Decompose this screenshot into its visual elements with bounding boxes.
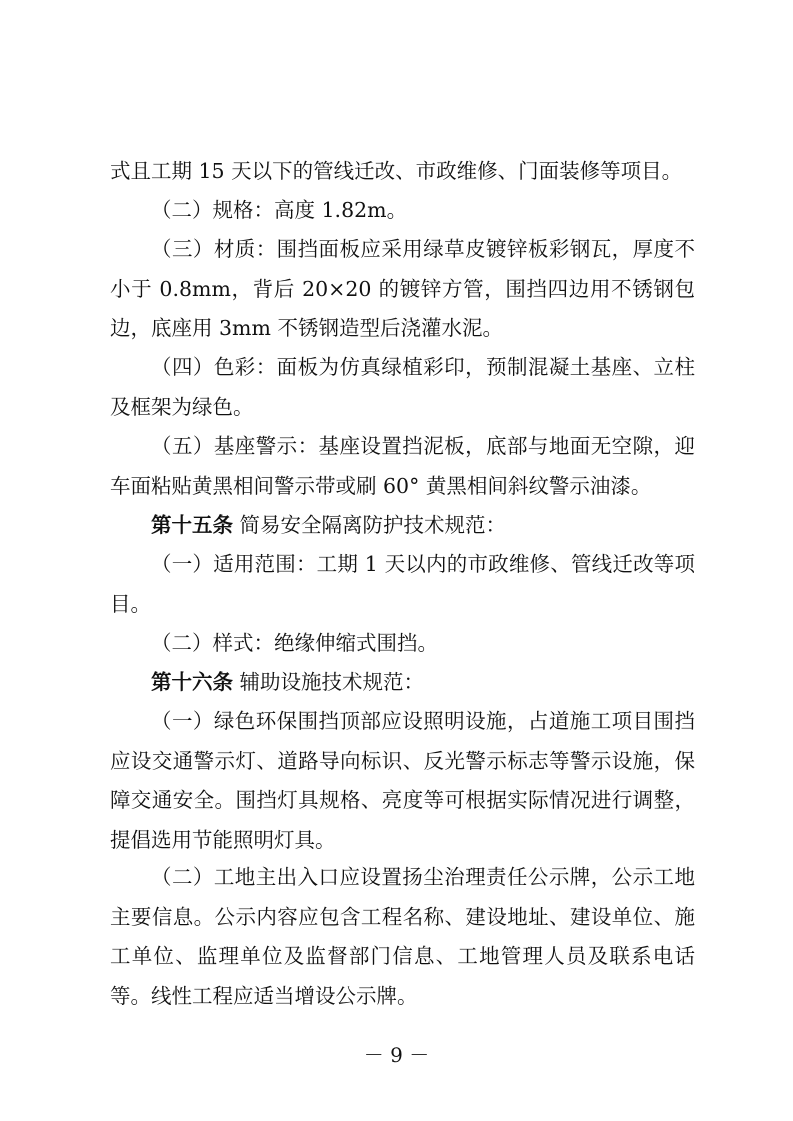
page-number: － 9 － [363,1043,430,1067]
paragraph-signboard [110,858,695,1016]
article-number: 第十五条 [151,513,233,537]
paragraph-scope [110,545,695,624]
paragraph-text: （五）基座警示：基座设置挡泥板，底部与地面无空隙，迎车面粘贴黄黑相间警示带或刷 60° 黄黑相间斜纹警示油漆。 [110,434,695,498]
paragraph-spec [110,191,695,231]
article-15-heading [110,506,695,546]
article-number: 第十六条 [151,670,233,694]
paragraph-text: （四）色彩：面板为仿真绿植彩印，预制混凝土基座、立柱及框架为绿色。 [110,355,695,419]
paragraph-text: （二）工地主出入口应设置扬尘治理责任公示牌，公示工地主要信息。公示内容应包含工程名称、建设地址、建设单位、施工单位、监理单位及监督部门信息、工地管理人员及联系电话等。线性工程应适当增设公示牌。 [110,865,695,1008]
paragraph-text: （三）材质：围挡面板应采用绿草皮镀锌板彩钢瓦，厚度不小于 0.8mm，背后 20×20 的镀锌方管，围挡四边用不锈钢包边，底座用 3mm 不锈钢造型后浇灌水泥。 [110,237,695,340]
paragraph-text: （二）样式：绝缘伸缩式围挡。 [151,631,438,655]
paragraph-text: 式且工期 15 天以下的管线迁改、市政维修、门面装修等项目。 [110,159,683,183]
paragraph-base-warning [110,427,695,506]
paragraph-text: （一）适用范围：工期 1 天以内的市政维修、管线迁改等项目。 [110,552,695,616]
paragraph-material [110,230,695,349]
paragraph-style [110,624,695,664]
article-title: 简易安全隔离防护技术规范： [233,513,507,537]
article-title: 辅助设施技术规范： [233,670,425,694]
paragraph-lighting [110,702,695,860]
paragraph-continuation [110,152,695,192]
paragraph-text: （二）规格：高度 1.82m。 [151,198,408,222]
paragraph-text: （一）绿色环保围挡顶部应设照明设施，占道施工项目围挡应设交通警示灯、道路导向标识、反光警示标志等警示设施，保障交通安全。围挡灯具规格、亮度等可根据实际情况进行调整，提倡选用节能照明灯具。 [110,709,695,852]
article-16-heading [110,663,695,703]
paragraph-color [110,348,695,427]
